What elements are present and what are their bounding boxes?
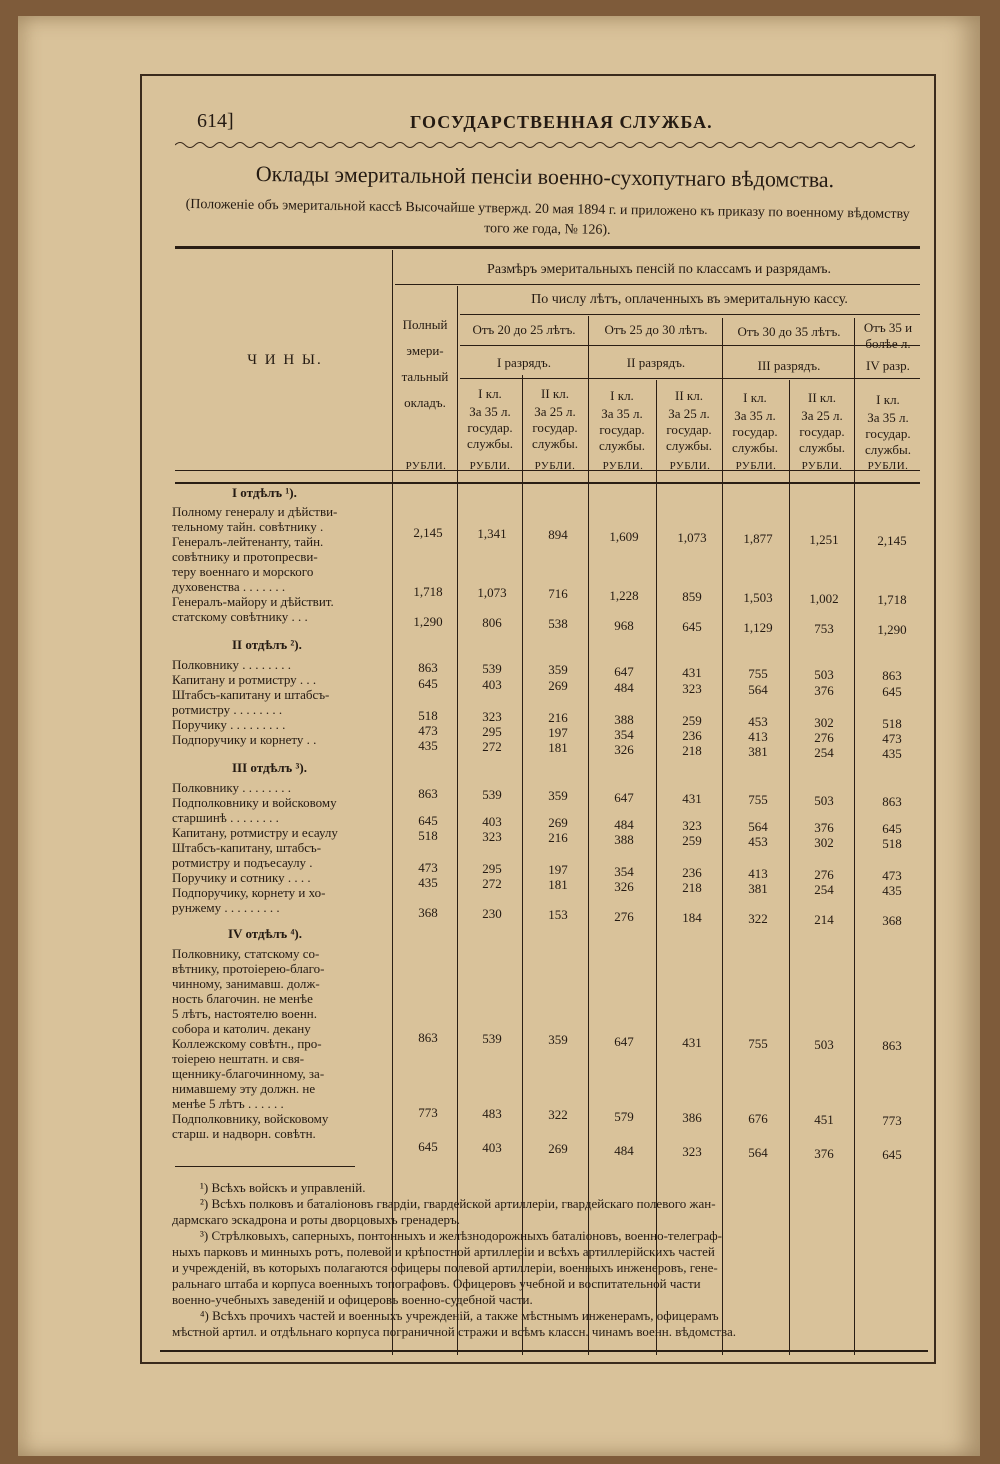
- pension-value-cell: 259: [682, 832, 702, 848]
- pension-value-cell: 484: [614, 679, 634, 695]
- pension-value-cell: 453: [748, 714, 768, 729]
- pension-value-cell: 1,073: [677, 529, 707, 545]
- pension-value-cell: 484: [614, 1142, 634, 1158]
- pension-value-cell: 503: [814, 1037, 834, 1053]
- pension-value-cell: 184: [682, 909, 702, 925]
- unit-6: РУБЛИ.: [801, 460, 843, 472]
- pension-value-cell: 2,145: [877, 533, 907, 549]
- pension-value-cell: 388: [614, 711, 634, 727]
- pension-value-cell: 236: [682, 727, 702, 743]
- pension-value-cell: 451: [814, 1112, 834, 1128]
- rank-line: совѣтнику и протопресви-: [172, 549, 318, 564]
- rank-line: менѣе 5 лѣтъ . . . . . .: [172, 1096, 284, 1111]
- header-service-1d: За 35 л. государ. службы.: [865, 410, 911, 457]
- pension-value-cell: 1,609: [609, 528, 639, 544]
- pension-value-cell: 564: [748, 682, 768, 697]
- rank-line: щеннику-благочинному, за-: [172, 1066, 325, 1081]
- header-class-1b: I кл.: [610, 388, 634, 403]
- rank-line: старш. и надворн. совѣтн.: [172, 1126, 316, 1141]
- footnote-rule: [175, 1166, 355, 1167]
- pension-value-cell: 386: [682, 1109, 702, 1125]
- pension-value-cell: 806: [482, 615, 502, 631]
- pension-value-cell: 323: [682, 1143, 702, 1159]
- pension-value-cell: 197: [548, 725, 568, 741]
- header-service-2c: За 25 л. государ. службы.: [799, 408, 845, 455]
- pension-value-cell: 538: [548, 616, 568, 632]
- header-class-1d: I кл.: [876, 392, 900, 407]
- pension-value-cell: 431: [682, 664, 702, 680]
- pension-value-cell: 863: [418, 1030, 438, 1045]
- rank-line: тельному тайн. совѣтнику .: [172, 519, 324, 534]
- pension-value-cell: 473: [882, 731, 902, 747]
- rank-line: собора и католич. декану: [172, 1021, 311, 1036]
- pension-value-cell: 326: [614, 741, 634, 757]
- header-class-2c: II кл.: [808, 390, 836, 405]
- header-group-1: Отъ 20 до 25 лѣтъ.: [472, 322, 576, 337]
- pension-value-cell: 216: [548, 710, 568, 726]
- pension-value-cell: 376: [814, 1146, 834, 1162]
- pension-value-cell: 403: [482, 814, 502, 830]
- running-title: ГОСУДАРСТВЕННАЯ СЛУЖБА.: [410, 112, 713, 132]
- rank-line: старшинѣ . . . . . . . .: [172, 810, 279, 825]
- pension-value-cell: 453: [748, 834, 768, 849]
- pension-value-cell: 322: [748, 911, 768, 926]
- rank-line: Капитану, ротмистру и есаулу: [172, 825, 338, 840]
- pension-value-cell: 645: [882, 1147, 902, 1163]
- header-chiny: Ч И Н Ы.: [247, 352, 323, 368]
- pension-value-cell: 218: [682, 879, 702, 895]
- pension-value-cell: 755: [748, 666, 768, 681]
- header-class-2a: II кл.: [541, 386, 569, 401]
- pension-value-cell: 503: [814, 793, 834, 809]
- pension-value-cell: 645: [882, 821, 902, 837]
- pension-value-cell: 755: [748, 1036, 768, 1051]
- pension-value-cell: 1,341: [477, 526, 507, 542]
- pension-value-cell: 381: [748, 744, 768, 759]
- section-heading-4: IV отдѣлъ ⁴).: [228, 926, 302, 941]
- pension-value-cell: 2,145: [413, 525, 443, 540]
- rank-line: Подпоручику, корнету и хо-: [172, 885, 326, 900]
- footnote-line: ныхъ парковъ и минныхъ ротъ, полевой и крѣпостной артиллеріи и всѣхъ артиллерійскихъ частей: [172, 1244, 715, 1259]
- pension-value-cell: 676: [748, 1111, 768, 1126]
- pension-value-cell: 323: [682, 680, 702, 696]
- pension-value-cell: 645: [418, 676, 438, 691]
- rank-block-4: [172, 946, 397, 1141]
- rank-line: Поручику . . . . . . . . .: [172, 717, 286, 732]
- pension-value-cell: 863: [882, 794, 902, 810]
- unit-7: РУБЛИ.: [867, 460, 909, 472]
- pension-value-cell: 323: [482, 829, 502, 845]
- pension-value-cell: 773: [418, 1105, 438, 1120]
- pension-value-cell: 539: [482, 661, 502, 677]
- rank-line: Штабсъ-капитану и штабсъ-: [172, 687, 330, 702]
- rank-line: ротмистру . . . . . . . .: [172, 702, 283, 717]
- pension-value-cell: 1,290: [413, 614, 443, 629]
- footnote-line: ¹) Всѣхъ войскъ и управленій.: [200, 1180, 366, 1195]
- rank-line: Подпоручику и корнету . .: [172, 732, 317, 747]
- pension-value-cell: 1,228: [609, 587, 639, 603]
- pension-value-cell: 647: [614, 1033, 634, 1049]
- pension-value-cell: 181: [548, 877, 568, 893]
- pension-value-cell: 295: [482, 724, 502, 740]
- header-razr-3: III разрядъ.: [757, 358, 821, 373]
- pension-value-cell: 354: [614, 726, 634, 742]
- rank-line: 5 лѣтъ, настоятелю военн.: [172, 1006, 317, 1021]
- pension-value-cell: 276: [814, 730, 834, 746]
- header-class-2b: II кл.: [675, 388, 703, 403]
- rank-line: статскому совѣтнику . . .: [172, 609, 308, 624]
- header-service-2a: За 25 л. государ. службы.: [532, 404, 578, 451]
- pension-value-cell: 1,002: [809, 591, 839, 607]
- pension-value-cell: 388: [614, 831, 634, 847]
- header-group-2: Отъ 25 до 30 лѣтъ.: [604, 322, 708, 337]
- pension-value-cell: 413: [748, 729, 768, 744]
- footnote-line: дармскаго эскадрона и роты дворцовыхъ гренадеръ.: [172, 1212, 461, 1227]
- pension-value-cell: 276: [614, 908, 634, 924]
- pension-value-cell: 403: [482, 677, 502, 693]
- pension-value-cell: 716: [548, 586, 568, 602]
- header-razr-4: IV разр.: [866, 358, 910, 373]
- header-full-salary: Полный эмери- тальный окладъ.: [401, 317, 449, 410]
- pension-value-cell: 269: [548, 678, 568, 694]
- pension-value-cell: 272: [482, 876, 502, 892]
- header-service-2b: За 25 л. государ. службы.: [666, 406, 712, 453]
- unit-3: РУБЛИ.: [602, 460, 644, 472]
- pension-value-cell: 359: [548, 788, 568, 804]
- pension-value-cell: 323: [682, 817, 702, 833]
- pension-value-cell: 354: [614, 863, 634, 879]
- rank-line: Капитану и ротмистру . . .: [172, 672, 317, 687]
- pension-value-cell: 236: [682, 864, 702, 880]
- pension-value-cell: 894: [548, 527, 568, 543]
- rank-line: чинному, занимавш. долж-: [172, 976, 320, 991]
- pension-value-cell: 431: [682, 1034, 702, 1050]
- unit-2: РУБЛИ.: [534, 460, 576, 472]
- pension-value-cell: 518: [882, 716, 902, 732]
- pension-value-cell: 1,073: [477, 585, 507, 601]
- header-class-1a: I кл.: [478, 386, 502, 401]
- pension-value-cell: 539: [482, 1031, 502, 1047]
- pension-value-cell: 326: [614, 878, 634, 894]
- footnote-line: мѣстной артил. и отдѣльнаго корпуса пограничной стражи и всѣмъ классн. чинамъ военн. вѣдомства.: [172, 1324, 736, 1339]
- section-heading-3: III отдѣлъ ³).: [232, 760, 307, 775]
- pension-value-cell: 645: [882, 684, 902, 700]
- pension-value-cell: 863: [882, 668, 902, 684]
- rank-line: Полковнику . . . . . . . .: [172, 780, 292, 795]
- pension-value-cell: 376: [814, 683, 834, 699]
- hrule-years: [460, 314, 920, 315]
- header-class-1c: I кл.: [743, 390, 767, 405]
- table-title: Оклады эмеритальной пенсіи военно-сухопутнаго вѣдомства.: [255, 160, 835, 193]
- pension-value-cell: 1,718: [877, 592, 907, 608]
- pension-value-cell: 153: [548, 907, 568, 923]
- rank-line: Генералъ-лейтенанту, тайн.: [172, 534, 324, 549]
- header-group-4: Отъ 35 и болѣе л.: [863, 320, 913, 351]
- section-heading-2: II отдѣлъ ²).: [232, 637, 302, 652]
- pension-value-cell: 381: [748, 881, 768, 896]
- footnote-line: ²) Всѣхъ полковъ и баталіоновъ гвардіи, гвардейской артиллеріи, гвардейскаго полевого жан-: [200, 1196, 716, 1211]
- pension-value-cell: 1,877: [743, 531, 773, 546]
- pension-value-cell: 564: [748, 1145, 768, 1160]
- pension-value-cell: 269: [548, 815, 568, 831]
- rank-line: теру военнаго и морского: [172, 564, 314, 579]
- rank-block-1: [172, 504, 397, 624]
- footnote-line: ³) Стрѣлковыхъ, саперныхъ, понтонныхъ и желѣзнодорожныхъ баталіоновъ, военно-телеграф-: [200, 1228, 722, 1243]
- hrule-size: [395, 284, 920, 285]
- pension-value-cell: 323: [482, 709, 502, 725]
- pension-value-cell: 435: [882, 746, 902, 762]
- table-subtitle: (Положеніе объ эмеритальной кассѣ Высочайше утвержд. 20 мая 1894 г. и приложено къ приказу по военному вѣдомству того же года, № 126).: [185, 196, 910, 238]
- pension-value-cell: 968: [614, 617, 634, 633]
- rank-line: нимавшему эту должн. не: [172, 1081, 316, 1096]
- pension-value-cell: 413: [748, 866, 768, 881]
- pension-value-cell: 755: [748, 792, 768, 807]
- pension-value-cell: 863: [418, 660, 438, 675]
- pension-value-cell: 1,503: [743, 590, 773, 605]
- footnotes: [172, 1180, 920, 1340]
- pension-value-cell: 1,129: [743, 620, 773, 635]
- pension-value-cell: 359: [548, 662, 568, 678]
- pension-value-cell: 254: [814, 745, 834, 761]
- table-bottom-rule: [160, 1350, 928, 1352]
- rank-line: Подполковнику, войсковому: [172, 1111, 329, 1126]
- pension-value-cell: 1,251: [809, 532, 839, 548]
- wavy-rule: [175, 140, 915, 150]
- footnote-line: военно-учебныхъ заведеній и офицеровъ военно-судебной части.: [172, 1292, 533, 1307]
- table-top-rule: [175, 246, 920, 249]
- unit-4: РУБЛИ.: [669, 460, 711, 472]
- running-head: [175, 108, 915, 138]
- rank-line: Подполковнику и войсковому: [172, 795, 337, 810]
- pension-value-cell: 647: [614, 789, 634, 805]
- rank-line: Генералъ-майору и дѣйствит.: [172, 594, 334, 609]
- pension-value-cell: 645: [682, 618, 702, 634]
- header-years-caption: По числу лѣтъ, оплаченныхъ въ эмеритальную кассу.: [531, 292, 848, 307]
- rank-line: вѣтнику, протоіерею-благо-: [172, 961, 325, 976]
- pension-value-cell: 579: [614, 1108, 634, 1124]
- rank-line: рунжему . . . . . . . . .: [172, 900, 280, 915]
- pension-value-cell: 435: [418, 875, 438, 890]
- rank-block-2: [172, 657, 397, 747]
- pension-value-cell: 181: [548, 740, 568, 756]
- hrule-razr: [460, 378, 920, 379]
- pension-value-cell: 431: [682, 790, 702, 806]
- section-heading-1: I отдѣлъ ¹).: [232, 485, 297, 500]
- pension-value-cell: 753: [814, 621, 834, 637]
- pension-value-cell: 645: [418, 813, 438, 828]
- rank-line: Коллежскому совѣтн., про-: [172, 1036, 322, 1051]
- pension-value-cell: 473: [418, 723, 438, 738]
- pension-value-cell: 259: [682, 712, 702, 728]
- footnote-line: и учрежденій, въ которыхъ полагаются офицеры полевой артиллеріи, военныхъ инженеровъ, гене-: [172, 1260, 718, 1275]
- pension-value-cell: 863: [882, 1038, 902, 1054]
- pension-value-cell: 218: [682, 742, 702, 758]
- pension-value-cell: 473: [882, 868, 902, 884]
- pension-value-cell: 272: [482, 739, 502, 755]
- pension-value-cell: 376: [814, 820, 834, 836]
- pension-value-cell: 230: [482, 906, 502, 922]
- pension-value-cell: 254: [814, 882, 834, 898]
- pension-value-cell: 773: [882, 1113, 902, 1129]
- header-group-3: Отъ 30 до 35 лѣтъ.: [737, 324, 841, 339]
- header-service-1a: За 35 л. государ. службы.: [467, 404, 513, 451]
- unit-0: РУБЛИ.: [405, 460, 447, 472]
- pension-value-cell: 1,718: [413, 584, 443, 599]
- rank-line: тоіерею нештатн. и свя-: [172, 1051, 305, 1066]
- rank-line: Штабсъ-капитану, штабсъ-: [172, 840, 322, 855]
- page-number: 614]: [197, 110, 234, 132]
- pension-value-cell: 435: [882, 883, 902, 899]
- pension-value-cell: 539: [482, 787, 502, 803]
- hrule-groups: [460, 345, 920, 346]
- pension-value-cell: 1,290: [877, 622, 907, 638]
- pension-value-cell: 435: [418, 738, 438, 753]
- pension-value-cell: 216: [548, 830, 568, 846]
- pension-value-cell: 503: [814, 667, 834, 683]
- rank-line: духовенства . . . . . . .: [172, 579, 286, 594]
- rank-line: Полному генералу и дѣйстви-: [172, 504, 338, 519]
- rank-line: Полковнику, статскому со-: [172, 946, 320, 961]
- header-razr-2: II разрядъ.: [626, 355, 686, 370]
- unit-1: РУБЛИ.: [469, 460, 511, 472]
- pension-value-cell: 368: [882, 913, 902, 929]
- unit-bottom-rule: [175, 482, 920, 484]
- header-service-1b: За 35 л. государ. службы.: [599, 406, 645, 453]
- pension-value-cell: 863: [418, 786, 438, 801]
- rank-line: Полковнику . . . . . . . .: [172, 657, 292, 672]
- pension-value-cell: 518: [418, 708, 438, 723]
- rank-line: Поручику и сотнику . . . .: [172, 870, 311, 885]
- pension-value-cell: 647: [614, 663, 634, 679]
- pension-value-cell: 322: [548, 1107, 568, 1123]
- pension-value-cell: 214: [814, 912, 834, 928]
- pension-value-cell: 269: [548, 1141, 568, 1157]
- rank-line: ротмистру и подъесаулу .: [172, 855, 313, 870]
- pension-value-cell: 859: [682, 588, 702, 604]
- header-size-caption: Размѣръ эмеритальныхъ пенсій по классамъ и разрядамъ.: [487, 262, 831, 277]
- pension-value-cell: 368: [418, 905, 438, 920]
- header-razr-1: I разрядъ.: [496, 355, 552, 370]
- pension-value-cell: 302: [814, 835, 834, 851]
- pension-value-cell: 302: [814, 715, 834, 731]
- unit-5: РУБЛИ.: [735, 460, 777, 472]
- header-service-1c: За 35 л. государ. службы.: [732, 408, 778, 455]
- pension-value-cell: 197: [548, 862, 568, 878]
- rank-block-3: [172, 780, 397, 915]
- pension-value-cell: 359: [548, 1032, 568, 1048]
- pension-value-cell: 295: [482, 861, 502, 877]
- pension-value-cell: 645: [418, 1139, 438, 1154]
- pension-value-cell: 484: [614, 816, 634, 832]
- pension-value-cell: 564: [748, 819, 768, 834]
- footnote-line: ⁴) Всѣхъ прочихъ частей и военныхъ учрежденій, а также мѣстнымъ инженерамъ, офицерамъ: [200, 1308, 719, 1323]
- footnote-line: ральнаго штаба и корпуса военныхъ топографовъ. Офицеровъ учебной и воспитательной части: [172, 1276, 701, 1291]
- rank-line: ность благочин. не менѣе: [172, 991, 313, 1006]
- pension-value-cell: 276: [814, 867, 834, 883]
- pension-value-cell: 473: [418, 860, 438, 875]
- pension-value-cell: 518: [418, 828, 438, 843]
- pension-value-cell: 483: [482, 1106, 502, 1122]
- pension-value-cell: 518: [882, 836, 902, 852]
- pension-value-cell: 403: [482, 1140, 502, 1156]
